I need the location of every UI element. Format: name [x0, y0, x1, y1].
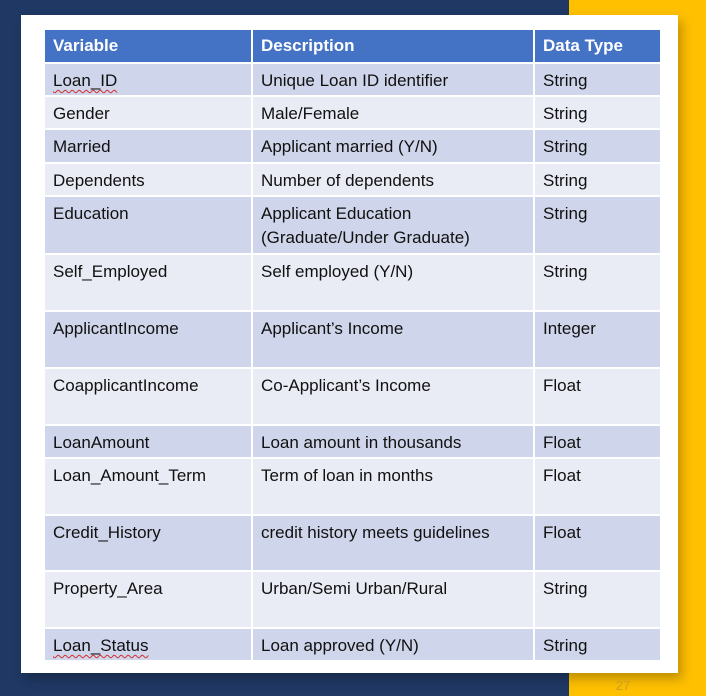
- table-row: [44, 515, 661, 571]
- data-type-cell: [534, 96, 661, 129]
- data-type-cell-text: String: [543, 71, 588, 90]
- description-cell-text: Unique Loan ID identifier: [261, 71, 449, 90]
- variable-cell: [44, 129, 252, 163]
- data-type-cell: [534, 311, 661, 368]
- data-type-cell: [534, 515, 661, 571]
- description-cell-text: Applicant married (Y/N): [261, 137, 438, 156]
- data-type-cell: [534, 458, 661, 515]
- header-variable: Variable: [44, 29, 252, 63]
- data-type-cell-text: String: [543, 171, 588, 190]
- variable-cell-text: Loan_Status: [53, 636, 149, 655]
- table-row: [44, 163, 661, 196]
- table-row: [44, 368, 661, 425]
- description-cell: [252, 458, 534, 515]
- variable-cell: [44, 515, 252, 571]
- variable-cell-text: Loan_ID: [53, 71, 118, 90]
- description-cell: [252, 571, 534, 628]
- data-type-cell: [534, 571, 661, 628]
- description-cell-text: Male/Female: [261, 104, 360, 123]
- variable-cell-text: Loan_Amount_Term: [53, 466, 207, 485]
- table-row: [44, 458, 661, 515]
- description-cell-text: Applicant Education (Graduate/Under Graduate): [261, 204, 470, 247]
- data-type-cell-text: String: [543, 579, 588, 598]
- variable-cell-text: CoapplicantIncome: [53, 376, 199, 395]
- variable-cell: [44, 196, 252, 254]
- header-description: Description: [252, 29, 534, 63]
- variable-cell-text: Gender: [53, 104, 110, 123]
- data-type-cell-text: Float: [543, 523, 581, 542]
- table-row: [44, 129, 661, 163]
- data-type-cell-text: String: [543, 204, 588, 223]
- variable-cell-text: Credit_History: [53, 523, 161, 542]
- table-row: [44, 63, 661, 96]
- variable-cell-text: Married: [53, 137, 111, 156]
- variable-cell-text: LoanAmount: [53, 433, 150, 452]
- description-cell: [252, 163, 534, 196]
- variable-cell: [44, 163, 252, 196]
- description-cell: [252, 129, 534, 163]
- data-type-cell: [534, 628, 661, 661]
- variable-cell: [44, 368, 252, 425]
- description-cell: [252, 63, 534, 96]
- table-header-row: [44, 29, 661, 63]
- description-cell-text: Self employed (Y/N): [261, 262, 414, 281]
- data-type-cell: [534, 368, 661, 425]
- description-cell-text: credit history meets guidelines: [261, 523, 490, 542]
- variable-cell: [44, 63, 252, 96]
- description-cell: [252, 254, 534, 311]
- data-type-cell: [534, 129, 661, 163]
- variable-cell-text: ApplicantIncome: [53, 319, 179, 338]
- data-type-cell-text: Float: [543, 466, 581, 485]
- table-row: [44, 425, 661, 458]
- data-type-cell-text: Integer: [543, 319, 596, 338]
- data-type-cell: [534, 425, 661, 458]
- description-cell-text: Loan approved (Y/N): [261, 636, 419, 655]
- table-row: [44, 96, 661, 129]
- data-type-cell-text: String: [543, 636, 588, 655]
- table-row: [44, 254, 661, 311]
- variable-cell: [44, 425, 252, 458]
- table-row: [44, 628, 661, 661]
- description-cell: [252, 425, 534, 458]
- table-row: [44, 311, 661, 368]
- description-cell: [252, 368, 534, 425]
- description-cell-text: Number of dependents: [261, 171, 434, 190]
- data-type-cell-text: Float: [543, 433, 581, 452]
- data-type-cell-text: String: [543, 104, 588, 123]
- description-cell-text: Applicant’s Income: [261, 319, 404, 338]
- table-row: [44, 196, 661, 254]
- description-cell: [252, 96, 534, 129]
- header-data-type: Data Type: [534, 29, 661, 63]
- variable-cell: [44, 628, 252, 661]
- variable-cell-text: Dependents: [53, 171, 145, 190]
- variable-cell: [44, 311, 252, 368]
- variables-table: [43, 28, 662, 662]
- description-cell: [252, 311, 534, 368]
- description-cell: [252, 628, 534, 661]
- variable-cell-text: Property_Area: [53, 579, 163, 598]
- data-type-cell-text: Float: [543, 376, 581, 395]
- description-cell-text: Term of loan in months: [261, 466, 433, 485]
- variable-cell-text: Self_Employed: [53, 262, 168, 281]
- variable-cell: [44, 254, 252, 311]
- data-type-cell: [534, 63, 661, 96]
- description-cell: [252, 196, 534, 254]
- data-type-cell: [534, 163, 661, 196]
- table-row: [44, 571, 661, 628]
- page-number: 27: [615, 678, 631, 693]
- variable-cell-text: Education: [53, 204, 129, 223]
- data-type-cell: [534, 196, 661, 254]
- description-cell-text: Loan amount in thousands: [261, 433, 462, 452]
- variable-cell: [44, 96, 252, 129]
- data-type-cell-text: String: [543, 137, 588, 156]
- description-cell-text: Urban/Semi Urban/Rural: [261, 579, 448, 598]
- data-type-cell: [534, 254, 661, 311]
- description-cell: [252, 515, 534, 571]
- variable-cell: [44, 458, 252, 515]
- description-cell-text: Co-Applicant’s Income: [261, 376, 431, 395]
- variable-cell: [44, 571, 252, 628]
- data-type-cell-text: String: [543, 262, 588, 281]
